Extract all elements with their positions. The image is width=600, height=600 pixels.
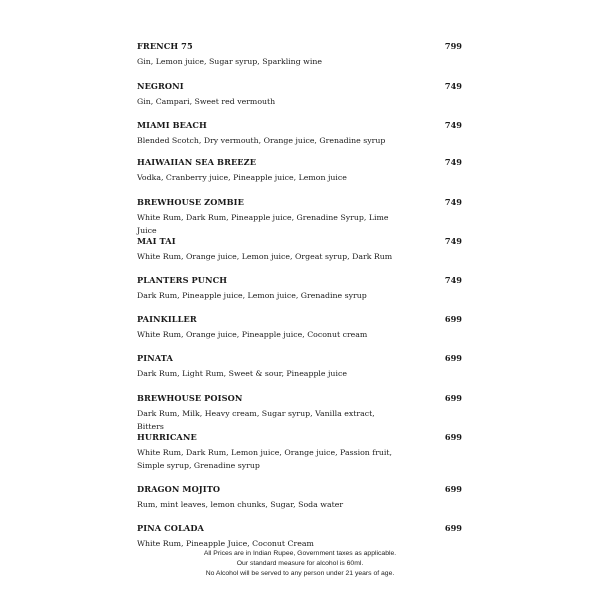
menu-item [137, 80, 462, 119]
item-description: White Rum, Orange juice, Pineapple juice, Coconut cream [137, 330, 368, 339]
item-description: Gin, Campari, Sweet red vermouth [137, 97, 276, 106]
item-description: Vodka, Cranberry juice, Pineapple juice, Lemon juice [137, 173, 347, 182]
item-name: PINATA [137, 353, 173, 363]
item-price: 749 [444, 81, 462, 91]
item-price: 699 [444, 353, 462, 363]
menu-item [137, 274, 462, 313]
item-name: PINA COLADA [137, 523, 204, 533]
item-description: Dark Rum, Pineapple juice, Lemon juice, Grenadine syrup [137, 291, 367, 300]
footer-price-note: All Prices are in Indian Rupee, Government taxes as applicable. [203, 550, 397, 557]
item-name: MAI TAI [137, 236, 176, 246]
menu-item [137, 522, 462, 550]
menu-item [137, 156, 462, 196]
menu-item [137, 313, 462, 352]
item-price: 749 [444, 120, 462, 130]
menu-item [137, 483, 462, 522]
item-name: HAIWAIIAN SEA BREEZE [137, 157, 257, 167]
item-price: 799 [444, 41, 462, 51]
item-name: DRAGON MOJITO [137, 484, 221, 494]
item-description: Dark Rum, Milk, Heavy cream, Sugar syrup, Vanilla extract, Bitters [137, 409, 375, 431]
item-name: FRENCH 75 [137, 41, 193, 51]
menu-item [137, 40, 462, 80]
item-price: 699 [444, 484, 462, 494]
item-name: MIAMI BEACH [137, 120, 207, 130]
menu-item [137, 352, 462, 392]
item-price: 749 [444, 157, 462, 167]
item-price: 749 [444, 275, 462, 285]
menu-item [137, 119, 462, 156]
item-description: Blended Scotch, Dry vermouth, Orange juice, Grenadine syrup [137, 136, 386, 145]
item-description: Gin, Lemon juice, Sugar syrup, Sparkling wine [137, 57, 322, 66]
footer-measure-note: Our standard measure for alcohol is 60ml. [236, 560, 364, 567]
item-price: 699 [444, 314, 462, 324]
item-price: 699 [444, 393, 462, 403]
item-price: 699 [444, 432, 462, 442]
item-description: Rum, mint leaves, lemon chunks, Sugar, Soda water [137, 500, 344, 509]
menu-item [137, 196, 462, 235]
menu-footer-notes [0, 549, 600, 579]
item-name: PAINKILLER [137, 314, 197, 324]
item-price: 749 [444, 236, 462, 246]
item-name: NEGRONI [137, 81, 184, 91]
menu-item [137, 392, 462, 431]
menu-item [137, 235, 462, 274]
menu-item [137, 431, 462, 483]
item-name: HURRICANE [137, 432, 197, 442]
item-name: BREWHOUSE POISON [137, 393, 243, 403]
item-description: White Rum, Pineapple Juice, Coconut Cream [137, 539, 314, 548]
item-description: White Rum, Dark Rum, Pineapple juice, Grenadine Syrup, Lime Juice [137, 213, 389, 235]
footer-age-note: No Alcohol will be served to any person under 21 years of age. [205, 570, 395, 577]
item-name: PLANTERS PUNCH [137, 275, 228, 285]
item-name: BREWHOUSE ZOMBIE [137, 197, 244, 207]
cocktail-menu [137, 40, 462, 550]
item-description: White Rum, Orange juice, Lemon juice, Orgeat syrup, Dark Rum [137, 252, 393, 261]
item-description: Dark Rum, Light Rum, Sweet & sour, Pineapple juice [137, 369, 347, 378]
item-description: White Rum, Dark Rum, Lemon juice, Orange juice, Passion fruit, Simple syrup, Grenadine syrup [137, 448, 393, 470]
item-price: 699 [444, 523, 462, 533]
item-price: 749 [444, 197, 462, 207]
